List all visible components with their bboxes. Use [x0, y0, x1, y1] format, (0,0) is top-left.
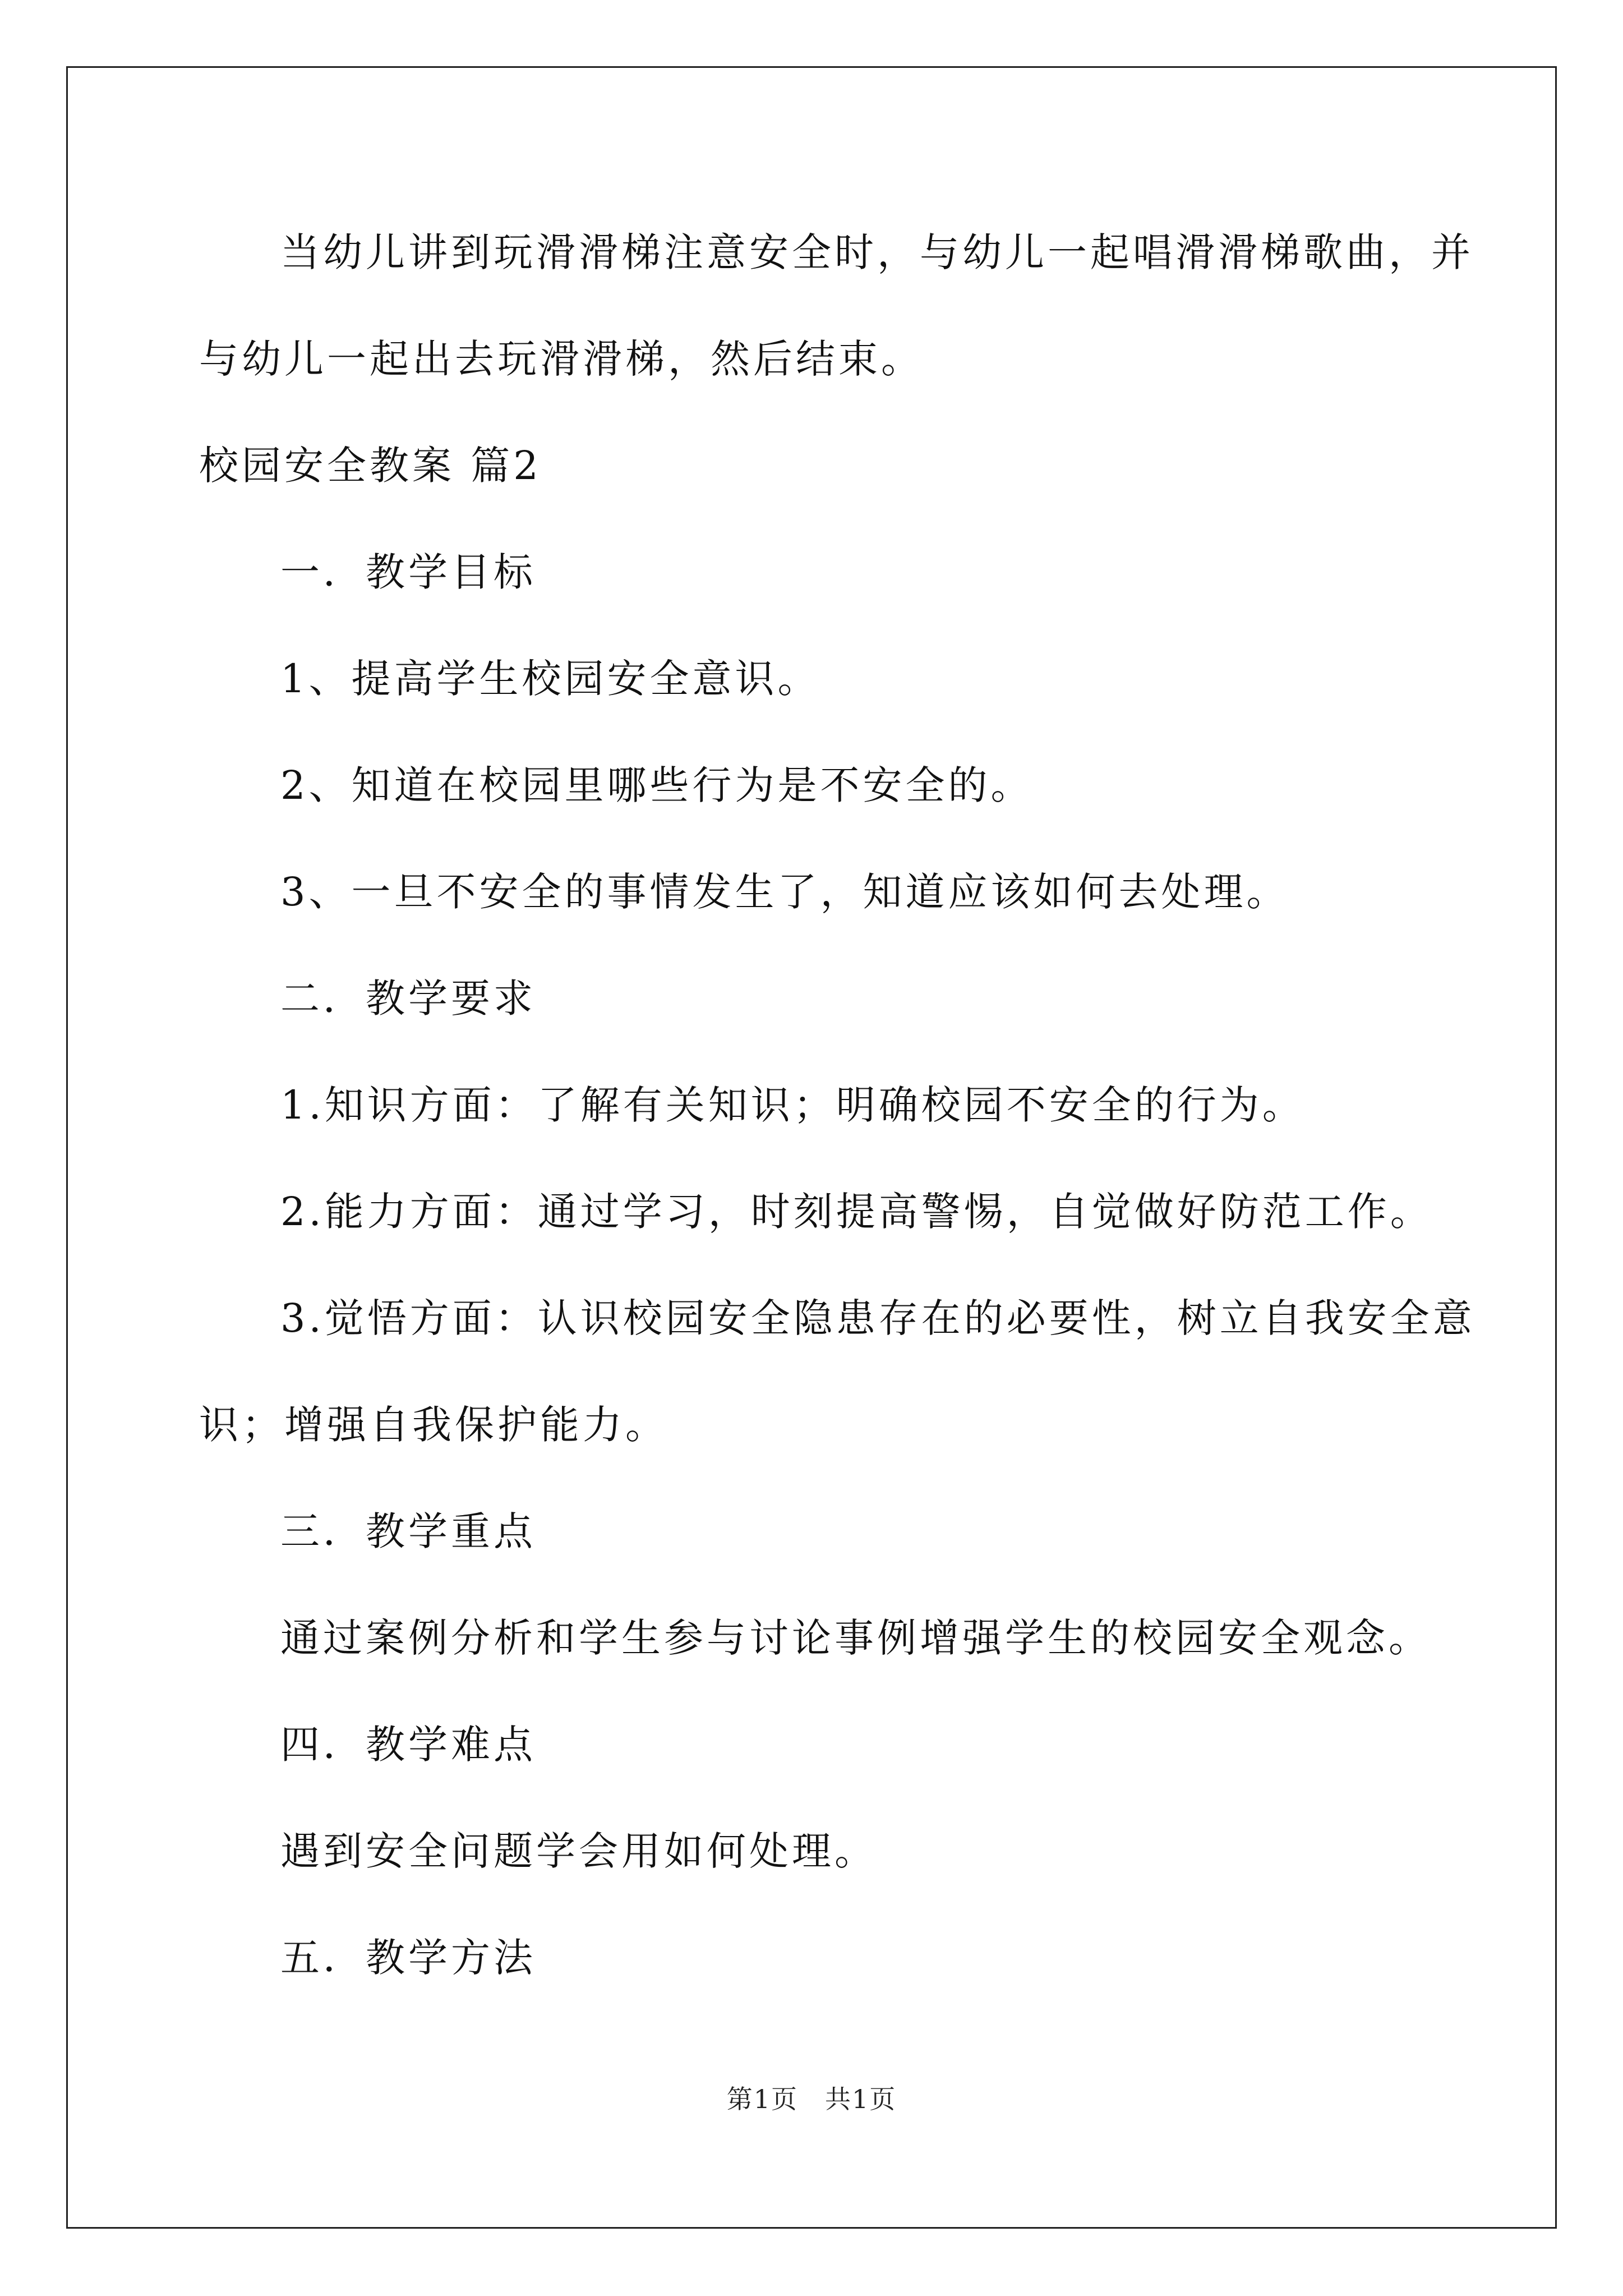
section-heading: 校园安全教案 篇2 [199, 443, 542, 489]
subheading-teaching-focus: 三．教学重点 [280, 1508, 536, 1554]
paragraph-line-2: 与幼儿一起出去玩滑滑梯，然后结束。 [199, 336, 924, 382]
difficulty-text: 遇到安全问题学会用如何处理。 [280, 1828, 877, 1874]
requirement-item-3-continued: 识；增强自我保护能力。 [199, 1402, 668, 1448]
page-footer: 第1页 共1页 [726, 2084, 897, 2114]
subheading-teaching-difficulty: 四．教学难点 [280, 1722, 536, 1768]
subheading-teaching-methods: 五．教学方法 [280, 1935, 536, 1981]
subheading-teaching-goals: 一．教学目标 [280, 549, 536, 595]
goal-item-2: 2、知道在校园里哪些行为是不安全的。 [280, 762, 1034, 808]
requirement-item-1: 1.知识方面：了解有关知识；明确校园不安全的行为。 [280, 1082, 1305, 1128]
requirement-item-2: 2.能力方面：通过学习，时刻提高警惕，自觉做好防范工作。 [280, 1189, 1433, 1235]
page-border [66, 66, 1557, 2229]
goal-item-3: 3、一旦不安全的事情发生了，知道应该如何去处理。 [280, 869, 1289, 915]
focus-text: 通过案例分析和学生参与讨论事例增强学生的校园安全观念。 [280, 1615, 1431, 1661]
subheading-teaching-requirements: 二．教学要求 [280, 976, 536, 1022]
paragraph-line-1: 当幼儿讲到玩滑滑梯注意安全时，与幼儿一起唱滑滑梯歌曲，并 [280, 229, 1474, 275]
requirement-item-3: 3.觉悟方面：认识校园安全隐患存在的必要性，树立自我安全意 [280, 1295, 1476, 1341]
goal-item-1: 1、提高学生校园安全意识。 [280, 656, 820, 702]
